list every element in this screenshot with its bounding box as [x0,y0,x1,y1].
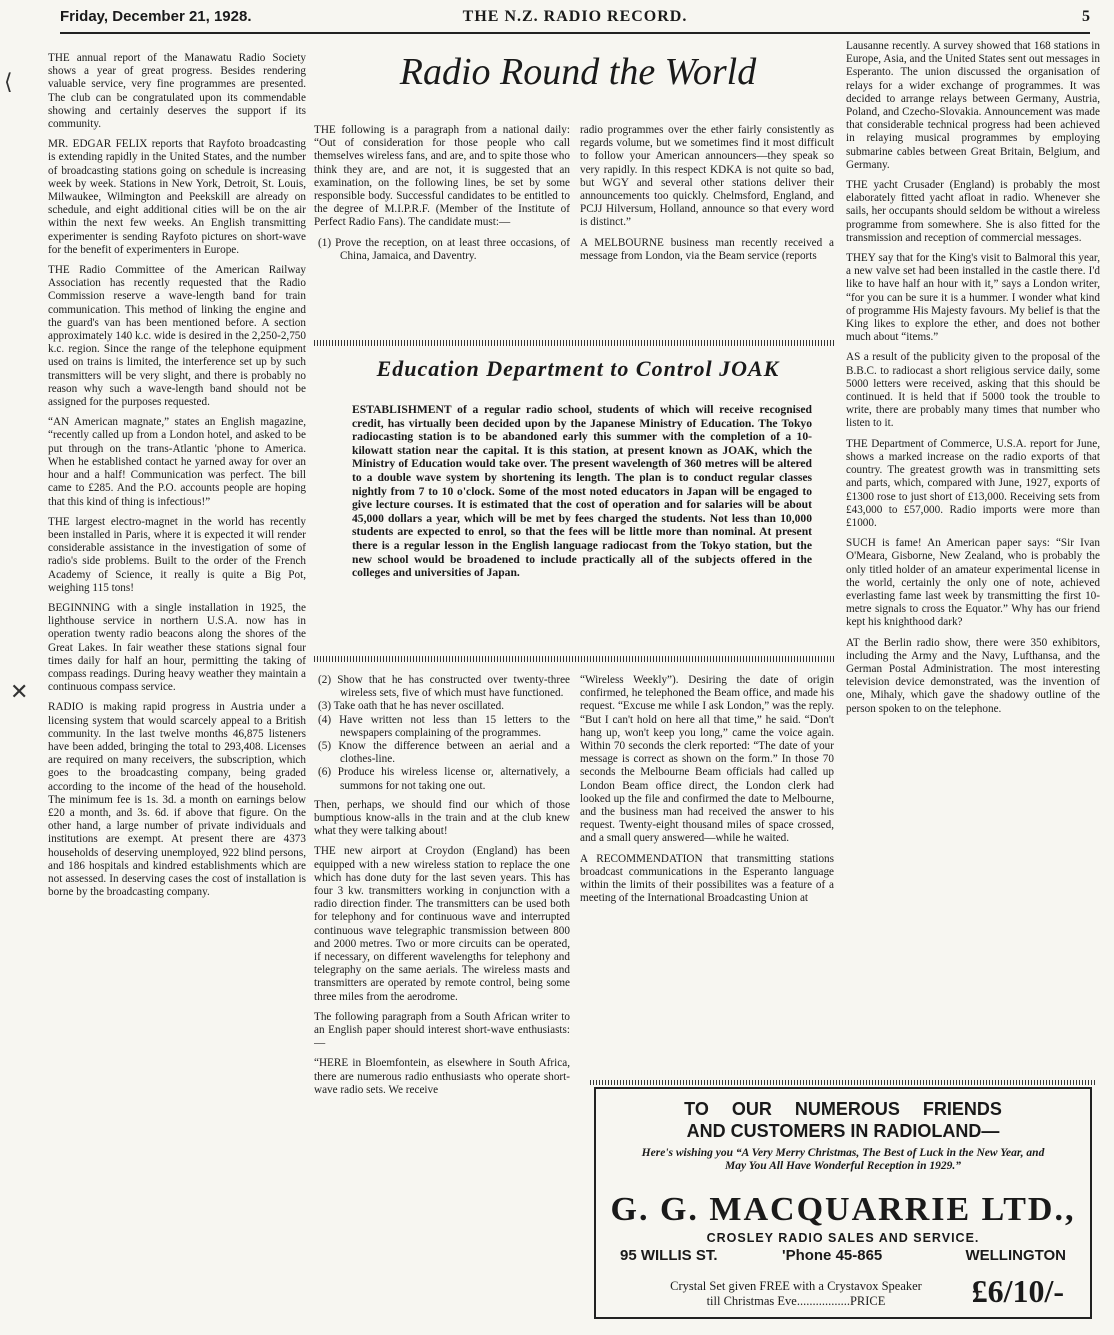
column-3-top [580,124,834,330]
article-rayfoto: MR. EDGAR FELIX reports that Rayfoto broadcasting is extending rapidly in the United States, and the number of broadcasting stations going on schedule is increasing week by week. Stations in New York, Detroit, St. Louis, Milwaukee, Wilmington and Peekskill are already on schedule, and eight additional cities will be on the air within the next few weeks. An English transmitting experimenter is sending Rayfoto pictures on short-wave for the benefit of experimenters in Europe. [48,138,306,256]
ad-company-name: G. G. MACQUARRIE LTD., [610,1191,1076,1228]
column-4 [846,40,1100,1072]
issue-date: Friday, December 21, 1928. [60,8,252,25]
margin-mark: ✕ [10,680,29,705]
exam-item-1: (1) Prove the reception, on at least three occasions, of China, Jamaica, and Daventry. [318,236,570,262]
ad-crystal-line-2: till Christmas Eve.................PRICE [706,1294,886,1308]
column-2-top [314,124,570,330]
exam-item-2: (2) Show that he has constructed over twenty-three wireless sets, five of which must have functioned. [318,674,570,700]
article-manawatu: THE annual report of the Manawatu Radio Society shows a year of great progress. Besides rendering valuable service, very fine programmes are presented. The club can be congratulated upon its commendable showing and certainly deserves the support if its community. [48,52,306,131]
article-south-africa-intro: The following paragraph from a South African writer to an English paper should interest short-wave enthusiasts:— [314,1010,570,1050]
exam-item-6: (6) Produce his wireless license or, alternatively, a summons for not taking one out. [318,766,570,792]
exam-intro: THE following is a paragraph from a national daily: “Out of consideration for those people who call themselves wireless fans, and are, and to spite those who think they are, and are not, it is suggested that an examination, on the following lines, be set by some responsible body. Successful candidates to be entitled to the degree of M.I.P.R.F. (Member of the Institute of Perfect Radio Fans). The candidate must:— [314,124,570,229]
page-header [60,6,1090,34]
ad-subtitle: CROSLEY RADIO SALES AND SERVICE. [706,1231,980,1245]
exam-item-5: (5) Know the difference between an aerial and a clothes-line. [318,740,570,766]
divider-bottom [314,656,834,662]
article-bbc: AS a result of the publicity given to the proposal of the B.B.C. to radiocast a short religious service daily, some 5000 letters were received, asking that this should be continued. It is held that if 5000 took the trouble to write, there are probably many times that number who listen to it. [846,351,1100,430]
divider-top [314,340,834,346]
ad-greeting: Here's wishing you “A Very Merry Christmas, The Best of Luck in the New Year, and May You All Have Wonderful Reception in 1929.” [641,1147,1045,1172]
article-lausanne: Lausanne recently. A survey showed that 168 stations in Europe, Asia, and the United States sent out messages in Esperanto. The union discussed the organisation of relays for a wider exchange of programmes. It was decided to arrange relays between Germany, Austria, Poland, and Czecho-Slovakia. Announcement was made that considerable technical progress had been achieved in relaying musical programmes by employing submarine cables between Great Britain, Belgium, and Germany. [846,40,1100,171]
article-magnate: “AN American magnate,” states an English magazine, “recently called up from a London hotel, and asked to be put through on the trans-Atlantic 'phone to America. When he established contact he yarned away for over an hour and a half! Communication was perfect. The bill came to £285. And the P.O. accounts people are hoping that this kind of thing is infectious!” [48,416,306,508]
page-number: 5 [1082,8,1090,25]
column-1 [48,52,306,1322]
article-berlin: AT the Berlin radio show, there were 350 exhibitors, including the Army and the Navy, Lufthansa, and the German Postal Administration. The most interesting television device demonstrated, was the invention of one, Mihaly, which gave the shadowy outline of the person spoken to on the telephone. [846,636,1100,715]
article-railway: THE Radio Committee of the American Railway Association has recently requested that the Radio Commission reserve a wave-length band for train communication. This method of linking the engine and the guard's van has been mentioned before. A section approximately 140 k.c. wide is desired in the 2,250-2,750 k.c. region. Since the range of the telephone equipment used on trains is limited, the interference set up by such transmitters will be very slight, and there is probably no reason why such a wave-length band should not be assigned for the purposes requested. [48,264,306,409]
article-fame: SUCH is fame! An American paper says: “Sir Ivan O'Meara, Gisborne, New Zealand, who is probably the only titled holder of an amateur experimental license in the world, certainly the only one of note, achieved everlasting fame last week by transmitting the first 10-metre signals to cross the Equator.” Why has our friend kept his knighthood dark? [846,537,1100,629]
article-electromagnet: THE largest electro-magnet in the world has recently been installed in Paris, where it is expected it will render considerable assistance in the investigation of some of radio's side problems. Built to the order of the French Academy of Science, it really is quite a Big Pot, weighing 115 tons! [48,515,306,594]
education-body: ESTABLISHMENT of a regular radio school, students of which will receive recognised credit, has virtually been decided upon by the Japanese Ministry of Education. The Tokyo radiocasting station is to be abandoned early this summer with the completion of a 10-kilowatt station near the capital. It is this station, at present known as JOAK, which the Ministry of Education would take over. The present wavelength of 360 metres will be altered to a double wave system by shortening its length. The plan is to conduct regular classes nightly from 7 to 10 o'clock. Some of the most noted educators in Japan will be engaged to give lecture courses. It is estimated that the cost of operation and for salaries will be about 45,000 dollars a year, which will be met by fees charged the students. Not less than 10,000 students are expected to enrol, so that the fees will be little more than nominal. At present there is a regular lesson in the English language radiocast from the Tokyo station, but the new school would be broadened to include practically all of the subjects offered in the colleges and universities of Japan. [352,403,812,580]
ad-phone: 'Phone 45-865 [782,1247,883,1264]
education-title: Education Department to Control JOAK [376,356,780,381]
publication-title: THE N.Z. RADIO RECORD. [462,8,688,25]
article-announcers: radio programmes over the ether fairly consistently as regards volume, but we sometimes find it most difficult to follow your American announcers—they speak so very rapidly. In this respect KDKA is not quite so bad, but WGY and several other stations deliver their announcements too quickly. Chelmsford, England, and PCJJ Hilversum, Holland, announce so that every word is distinct.” [580,124,834,229]
ad-crystal-line-1: Crystal Set given FREE with a Crystavox Speaker [670,1279,922,1293]
exam-conclusion: Then, perhaps, we should find our which of those bumptious know-alls in the train and at the club knew what they were talking about! [314,798,570,838]
article-melbourne-start: A MELBOURNE business man recently received a message from London, via the Beam service (reports [580,236,834,262]
column-2-bottom [314,674,570,1322]
article-austria: RADIO is making rapid progress in Austria under a licensing system that would scarcely appeal to a British community. In the last twelve months 46,875 listeners have been added, bringing the total to 293,408. Licenses are required on many receivers, the subscription, which goes to the broadcasting company, being graded according to the income of the head of the household. The minimum fee is 1s. 3d. a month on earnings below £20 a month, and 3s. 6d. if above that figure. On the other hand, a large number of private individuals and institutions are exempt. At present there are 4373 households of deserving unemployed, 922 blind persons, and 186 hospitals and kindred establishments which are not assessed. In deserving cases the cost of installation is borne by the broadcasting company. [48,701,306,899]
article-balmoral: THEY say that for the King's visit to Balmoral this year, a new valve set had been installed in the castle there. I'd like to have half an hour with it,” says a London writer, “for you can be sure it is a hummer. I wonder what kind of programme His Majesty favours. My belief is that the King likes to explore the ether, and does not bother much about “items.” [846,252,1100,344]
article-bloemfontein: “HERE in Bloemfontein, as elsewhere in South Africa, there are numerous radio enthusiasts who operate short-wave radio sets. We receive [314,1057,570,1096]
article-commerce: THE Department of Commerce, U.S.A. report for June, shows a marked increase on the radio exports of that country. The greatest growth was in transmitting sets and parts, which, compared with June, 1927, exports of £1300 rose to just short of £13,000. Receiving sets from £43,000 to £57,000. Radio imports were more than £1000. [846,437,1100,529]
ad-city: WELLINGTON [965,1247,1066,1264]
ad-crystal-offer [616,1279,976,1309]
exam-item-4: (4) Have written not less than 15 letters to the newspapers complaining of the programmes. [318,713,570,739]
article-esperanto: A RECOMMENDATION that transmitting stations broadcast communications in the Esperanto language within the limits of their possibilites was a feature of a meeting of the International Broadcasting Union at [580,852,834,905]
article-lighthouse: BEGINNING with a single installation in 1925, the lighthouse service in northern U.S.A. now has in operation twenty radio beacons along the shores of the Great Lakes. In fair weather these stations signal four times daily for half an hour, permitting the taking of compass readings. During heavy weather they maintain a continuous compass service. [48,601,306,694]
column-3-bottom [580,674,834,1074]
article-yacht: THE yacht Crusader (England) is probably the most elaborately fitted yacht afloat in radio. Whenever she sails, her occupants should seldom be without a wireless programme from somewhere. She is also fitted for the transmission and reception of commercial messages. [846,179,1100,244]
macquarrie-advertisement [594,1087,1092,1319]
main-title: Radio Round the World [399,51,757,93]
ad-divider [590,1080,1096,1085]
article-melbourne-cont: “Wireless Weekly”). Desiring the date of origin confirmed, he telephoned the Beam office, and made his request. “Excuse me while I ask London,” was the reply. “But I can't hold on here all that time,” he said. “Don't hang up, won't keep you long,” came the voice again. Within 70 seconds the clerk reported: “The date of your message is correct as shown on the form.” In those 70 seconds the Melbourne Beam officials had called up London Beam office direct, the London clerk had looked up the file and confirmed the date to Melbourne, and the business man had received the answer to his request. Twenty-eight thousand miles of space crossed, and a small query answered—while he waited. [580,674,834,845]
ad-headline-1: TO OUR NUMEROUS FRIENDS [684,1099,1002,1119]
exam-item-3: (3) Take oath that he has never oscillated. [318,700,505,713]
article-croydon: THE new airport at Croydon (England) has been equipped with a new wireless station to replace the one which has done duty for the last seven years. This has four 3 kw. transmitters working in conjunction with a radio direction finder. The transmitters can be used both for telephony and for continuous wave and interrupted continuous wave telegraphic transmission between 800 and 2000 metres. Two or more circuits can be operated, if necessary, on different wavelengths for telephony and telegraphy on the same aerials. The wireless masts and transmitters are operated by remote control, being some three miles from the aerodrome. [314,845,570,1003]
ad-headline-2: AND CUSTOMERS IN RADIOLAND— [686,1121,1000,1141]
ad-price: £6/10/- [971,1273,1064,1309]
margin-mark: ⟨ [4,70,13,95]
ad-address: 95 WILLIS ST. [620,1247,718,1264]
